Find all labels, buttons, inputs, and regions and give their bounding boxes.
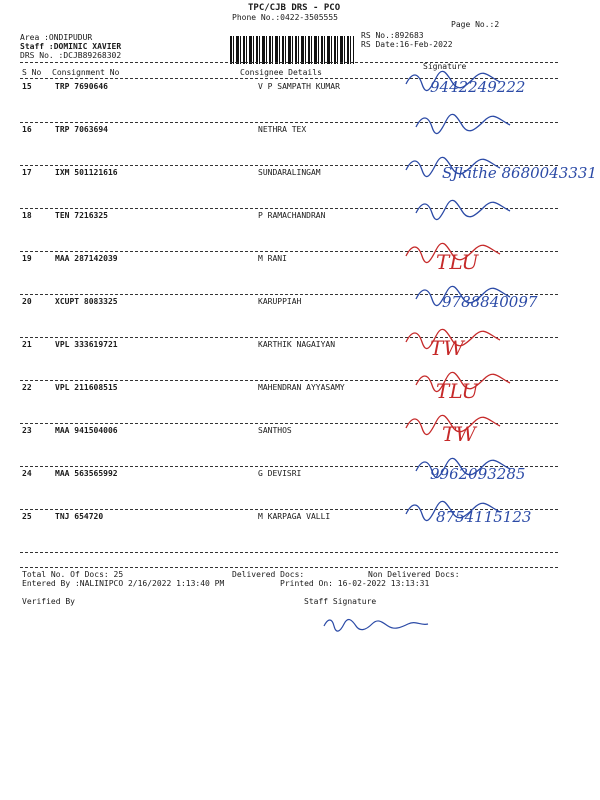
row-sno: 25: [22, 512, 32, 521]
row-signature-scribble: [404, 154, 514, 180]
row-sno: 23: [22, 426, 32, 435]
row-consignee: M RANI: [258, 254, 287, 263]
row-signature-scribble: [404, 240, 514, 266]
col-signature: Signature: [423, 62, 467, 71]
non-delivered-docs: Non Delivered Docs:: [368, 570, 460, 579]
row-consignee: V P SAMPATH KUMAR: [258, 82, 340, 91]
page-number: Page No.:2: [451, 20, 500, 29]
row-signature-scribble: [414, 197, 524, 223]
drs-number: DRS No. :DCJB89268302: [20, 51, 122, 60]
row-consignee: G DEVISRI: [258, 469, 302, 478]
row-consignee: P RAMACHANDRAN: [258, 211, 326, 220]
document-title: TPC/CJB DRS - PCO: [248, 3, 341, 13]
staff-signature-label: Staff Signature: [304, 597, 377, 606]
row-signature: 9788840097: [442, 293, 538, 311]
row-signature-scribble: [414, 111, 524, 137]
row-consignment: MAA 287142039: [55, 254, 118, 263]
row-consignee: SUNDARALINGAM: [258, 168, 321, 177]
row-signature: TLU: [436, 250, 479, 274]
row-signature: TLU: [436, 379, 479, 403]
row-signature-scribble: [414, 283, 524, 309]
col-sno: S No: [22, 68, 42, 77]
staff-label: Staff :DOMINIC XAVIER: [20, 42, 122, 51]
row-sno: 15: [22, 82, 32, 91]
area-label: Area :ONDIPUDUR: [20, 33, 93, 42]
row-sno: 17: [22, 168, 32, 177]
row-signature-scribble: [414, 369, 524, 395]
divider: [20, 62, 558, 63]
row-consignment: TNJ 654720: [55, 512, 104, 521]
row-sno: 16: [22, 125, 32, 134]
row-signature: 9442249222: [430, 78, 526, 96]
total-docs: Total No. Of Docs: 25: [22, 570, 124, 579]
col-consignment: Consignment No: [52, 68, 120, 77]
row-consignment: TRP 7063694: [55, 125, 108, 134]
verified-by: Verified By: [22, 597, 75, 606]
col-consignee: Consignee Details: [240, 68, 322, 77]
printed-on: Printed On: 16-02-2022 13:13:31: [280, 579, 430, 588]
row-consignment: TEN 7216325: [55, 211, 108, 220]
row-consignment: VPL 333619721: [55, 340, 118, 349]
row-signature-scribble: [404, 68, 514, 94]
row-sno: 20: [22, 297, 32, 306]
barcode: [230, 36, 354, 64]
row-sno: 22: [22, 383, 32, 392]
row-signature: 8754115123: [436, 508, 532, 526]
row-consignment: MAA 563565992: [55, 469, 118, 478]
row-signature-scribble: [404, 412, 514, 438]
row-signature: TW: [430, 336, 464, 360]
row-consignee: SANTHOS: [258, 426, 292, 435]
staff-signature-scribble: [322, 614, 432, 636]
row-consignee: M KARPAGA VALLI: [258, 512, 331, 521]
row-signature-scribble: [414, 455, 524, 481]
row-consignee: MAHENDRAN AYYASAMY: [258, 383, 345, 392]
row-sno: 19: [22, 254, 32, 263]
divider: [20, 567, 558, 568]
row-sno: 18: [22, 211, 32, 220]
delivered-docs: Delivered Docs:: [232, 570, 305, 579]
row-consignment: VPL 211608515: [55, 383, 118, 392]
row-signature-scribble: [404, 498, 514, 524]
row-divider: [20, 552, 558, 553]
row-signature: SJkithe 8680043331: [442, 164, 597, 182]
row-signature-scribble: [404, 326, 514, 352]
row-consignee: KARTHIK NAGAIYAN: [258, 340, 336, 349]
row-sno: 21: [22, 340, 32, 349]
entered-by: Entered By :NALINIPCO 2/16/2022 1:13:40 PM: [22, 579, 225, 588]
rs-date: RS Date:16-Feb-2022: [361, 40, 453, 49]
row-consignee: NETHRA TEX: [258, 125, 307, 134]
rs-number: RS No.:892683: [361, 31, 424, 40]
row-consignment: MAA 941504006: [55, 426, 118, 435]
row-signature: TW: [442, 422, 476, 446]
row-sno: 24: [22, 469, 32, 478]
phone-number: Phone No.:0422-3505555: [232, 13, 338, 22]
row-consignment: XCUPT 8083325: [55, 297, 118, 306]
row-signature: 9962093285: [430, 465, 526, 483]
row-consignment: IXM 501121616: [55, 168, 118, 177]
row-consignment: TRP 7690646: [55, 82, 108, 91]
row-consignee: KARUPPIAH: [258, 297, 302, 306]
